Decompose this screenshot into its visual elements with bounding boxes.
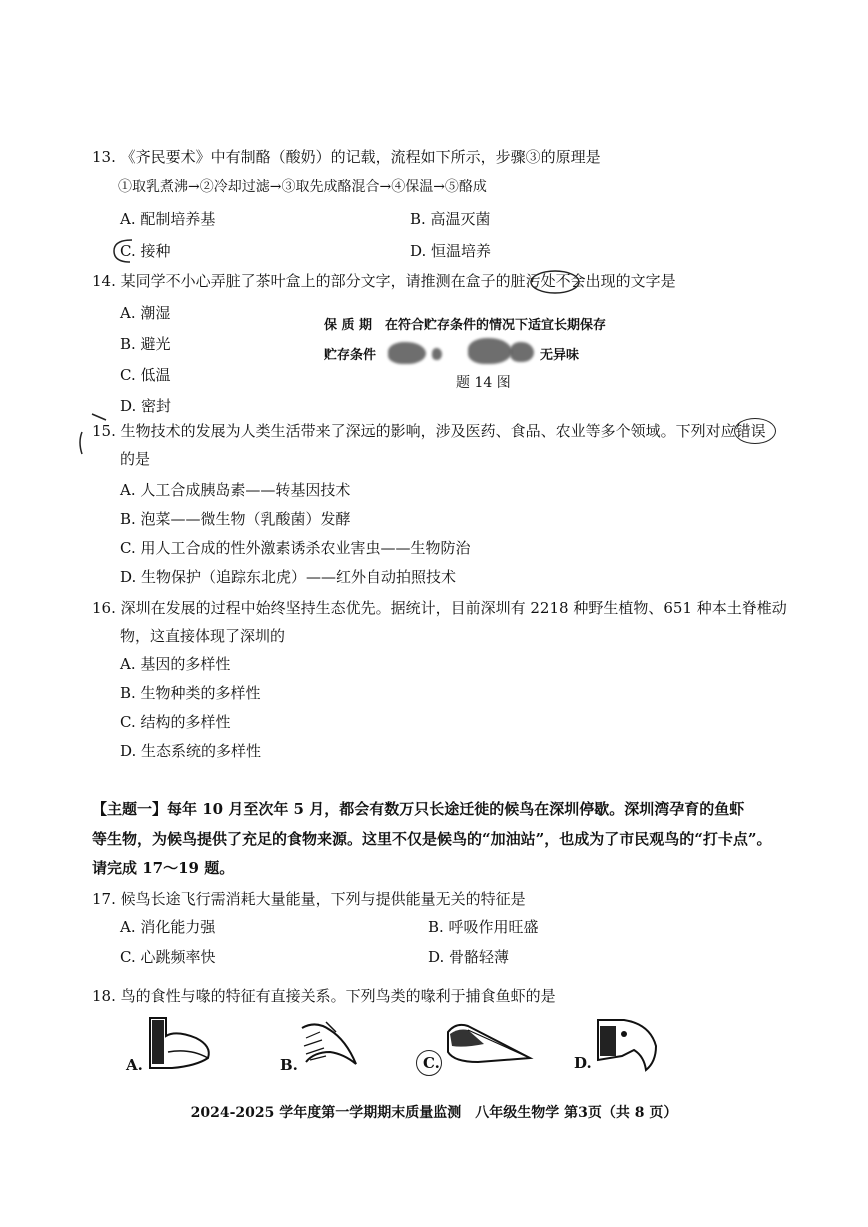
q14-option-a: A. 潮湿 [120, 304, 171, 322]
q18-option-a: A. [126, 1056, 143, 1074]
q14-option-d: D. 密封 [120, 397, 172, 415]
label-storage [324, 344, 376, 363]
label-shelf-life: 保 质 期 在符合贮存条件的情况下适宜长期保存 [324, 318, 607, 333]
label-storage-prefix: 贮存条件 [324, 348, 377, 363]
q15-option-c: C. 用人工合成的性外激素诱杀农业害虫——生物防治 [120, 539, 471, 557]
q13-option-a: A. 配制培养基 [120, 210, 216, 228]
q13-option-d: D. 恒温培养 [410, 242, 492, 260]
q16-stem-line2: 物，这直接体现了深圳的 [120, 627, 286, 645]
smudge-3 [468, 338, 512, 364]
q16-stem-line1: 16. 深圳在发展的过程中始终坚持生态优先。据统计，目前深圳有 2218 种野生植物、651 种本土脊椎动 [92, 599, 787, 617]
q13-option-c: C. 接种 [120, 242, 171, 260]
q16-option-a: A. 基因的多样性 [120, 655, 231, 673]
smudge-4 [510, 342, 534, 362]
feathered-head-icon [296, 1018, 366, 1072]
q17-option-c: C. 心跳频率快 [120, 948, 216, 966]
q14-option-c: C. 低温 [120, 366, 171, 384]
page-footer: 2024-2025 学年度第一学期期末质量监测 八年级生物学 第3页（共 8 页） [190, 1105, 678, 1121]
eagle-beak-icon [594, 1016, 660, 1072]
q15-option-b: B. 泡菜——微生物（乳酸菌）发酵 [120, 510, 351, 528]
q16-option-b: B. 生物种类的多样性 [120, 684, 261, 702]
q15-stem-line2: 的是 [120, 450, 151, 468]
q15-option-d: D. 生物保护（追踪东北虎）——红外自动拍照技术 [120, 568, 457, 586]
q16-option-d: D. 生态系统的多样性 [120, 742, 262, 760]
long-straight-beak-icon [444, 1018, 534, 1068]
q17-option-d: D. 骨骼轻薄 [428, 948, 510, 966]
theme1-line1: 【主题一】每年 10 月至次年 5 月，都会有数万只长途迁徙的候鸟在深圳停歇。深圳湾孕育的鱼虾 [92, 800, 745, 818]
q13-option-b: B. 高温灭菌 [410, 210, 491, 228]
q16-option-c: C. 结构的多样性 [120, 713, 231, 731]
q18-option-b: B. [280, 1056, 298, 1074]
q17-option-b: B. 呼吸作用旺盛 [428, 918, 539, 936]
q18-option-c: C. [423, 1054, 440, 1072]
figure-14-caption: 题 14 图 [456, 375, 511, 391]
q17-stem: 17. 候鸟长途飞行需消耗大量能量，下列与提供能量无关的特征是 [92, 890, 526, 908]
q14-option-b: B. 避光 [120, 335, 171, 353]
theme1-line3: 请完成 17～19 题。 [92, 859, 235, 877]
q17-option-a: A. 消化能力强 [120, 918, 216, 936]
handwritten-circle-icon [110, 236, 140, 266]
label-no-odor: 无异味 [540, 348, 580, 363]
q13-stem: 13. 《齐民要术》中有制酪（酸奶）的记载，流程如下所示，步骤③的原理是 [92, 148, 601, 166]
handwritten-circle-icon [734, 418, 776, 444]
hooked-beak-icon [146, 1016, 216, 1072]
q18-option-d: D. [574, 1054, 592, 1072]
theme1-line2: 等生物，为候鸟提供了充足的食物来源。这里不仅是候鸟的“加油站”，也成为了市民观鸟的“打卡点”。 [92, 830, 772, 848]
q14-stem: 14. 某同学不小心弄脏了茶叶盒上的部分文字，请推测在盒子的脏污处不会出现的文字是 [92, 272, 676, 290]
q15-option-a: A. 人工合成胰岛素——转基因技术 [120, 481, 351, 499]
smudge-1 [388, 342, 426, 364]
handwritten-mark-icon [76, 410, 116, 460]
smudge-2 [432, 348, 442, 360]
handwritten-scribble-icon [528, 268, 582, 296]
q13-flow: ①取乳煮沸→②冷却过滤→③取先成酪混合→④保温→⑤酪成 [118, 179, 487, 195]
q15-stem-line1: 15. 生物技术的发展为人类生活带来了深远的影响，涉及医药、食品、农业等多个领域。下列对应错误 [92, 422, 766, 440]
q18-stem: 18. 鸟的食性与喙的特征有直接关系。下列鸟类的喙利于捕食鱼虾的是 [92, 987, 556, 1005]
